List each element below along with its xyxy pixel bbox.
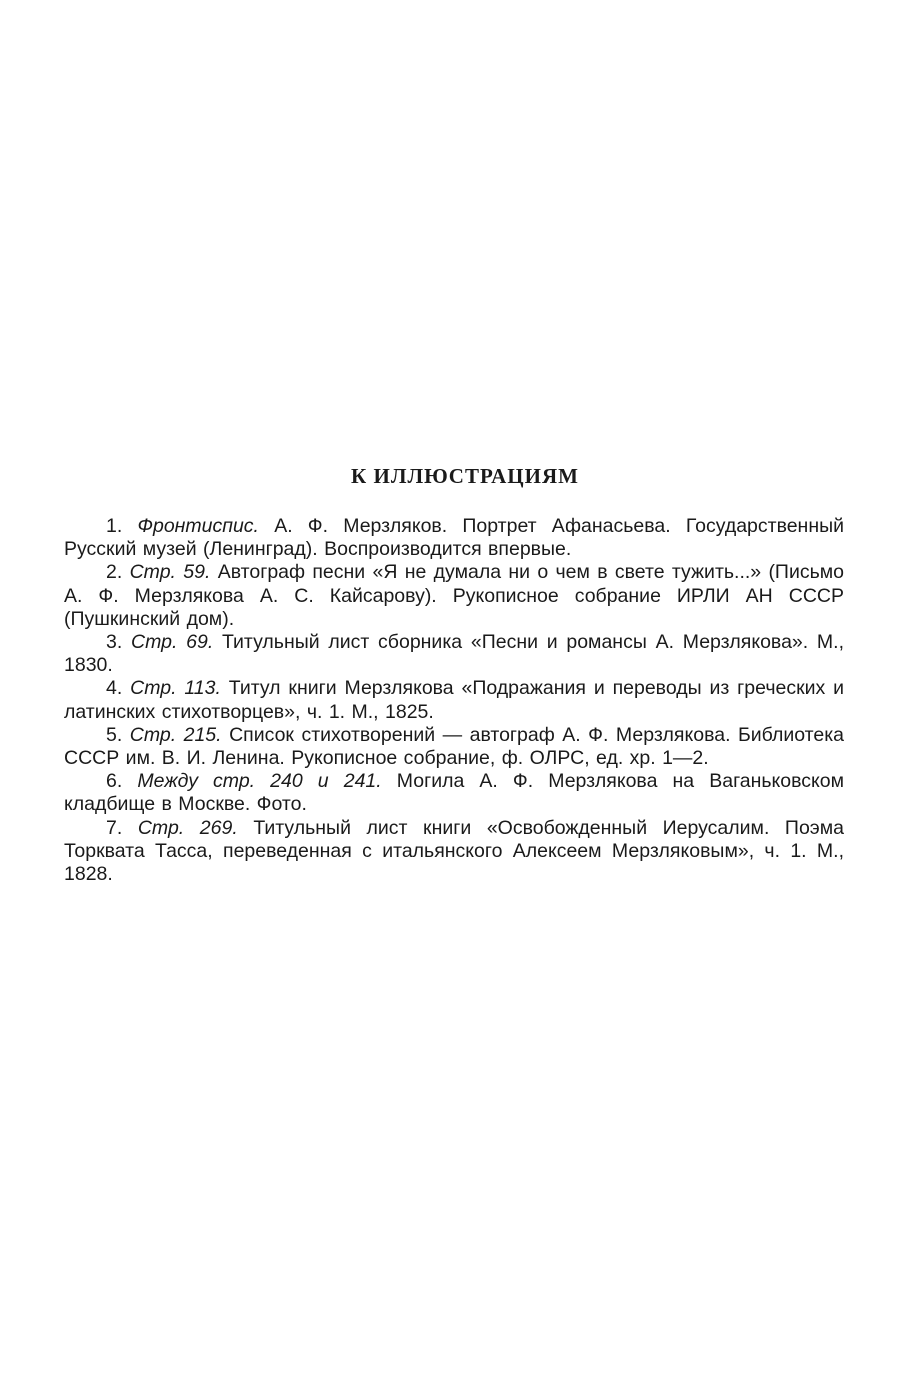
entry-text: Могила А. Ф. Мерзлякова на Ваганьковском кладбище в Москве. Фото.: [64, 770, 845, 816]
list-item: [64, 515, 844, 561]
entry-reference: Между стр. 240 и 241.: [137, 770, 382, 793]
section-title: К ИЛЛЮСТРАЦИЯМ: [351, 464, 579, 488]
entry-number: 4.: [106, 677, 123, 700]
entry-number: 7.: [106, 816, 123, 839]
entry-reference: Фронтиспис.: [137, 515, 259, 537]
entry-reference: Стр. 215.: [129, 723, 222, 746]
entry-reference: Стр. 113.: [130, 677, 221, 700]
entry-number: 2.: [106, 561, 123, 584]
entry-text: Титул книги Мерзлякова «Подражания и переводы из греческих и латинских стихотворцев», ч. 1. М., 1825.: [64, 677, 845, 723]
entry-number: 1.: [106, 515, 123, 537]
entry-number: 3.: [106, 631, 123, 654]
illustrations-list: [64, 515, 844, 886]
entry-number: 5.: [106, 723, 123, 746]
entry-text: А. Ф. Мерзляков. Портрет Афанасьева. Государственный Русский музей (Ленинград). Воспроизводится впервые.: [64, 515, 845, 561]
page: [64, 464, 844, 886]
entry-text: Титульный лист книги «Освобожденный Иерусалим. Поэма Торквата Тасса, переведенная с итальянского Алексеем Мерзляковым», ч. 1. М., 1828.: [64, 816, 844, 886]
entry-number: 6.: [106, 770, 123, 793]
entry-reference: Стр. 269.: [137, 816, 238, 839]
list-item: [64, 631, 844, 677]
list-item: [64, 677, 844, 723]
entry-text: Автограф песни «Я не думала ни о чем в свете тужить...» (Письмо А. Ф. Мерзлякова А. С. Кайсарову). Рукописное собрание ИРЛИ АН СССР (Пушкинский дом).: [64, 561, 845, 630]
list-item: [64, 561, 844, 631]
entry-text: Титульный лист сборника «Песни и романсы А. Мерзлякова». М., 1830.: [64, 631, 844, 677]
list-item: [64, 770, 844, 816]
entry-text: Список стихотворений — автограф А. Ф. Мерзлякова. Библиотека СССР им. В. И. Ленина. Рукописное собрание, ф. ОЛРС, ед. хр. 1—2.: [64, 723, 845, 770]
entry-reference: Стр. 59.: [129, 561, 211, 584]
list-item: [64, 817, 844, 887]
entry-reference: Стр. 69.: [131, 631, 214, 654]
list-item: [64, 724, 844, 770]
